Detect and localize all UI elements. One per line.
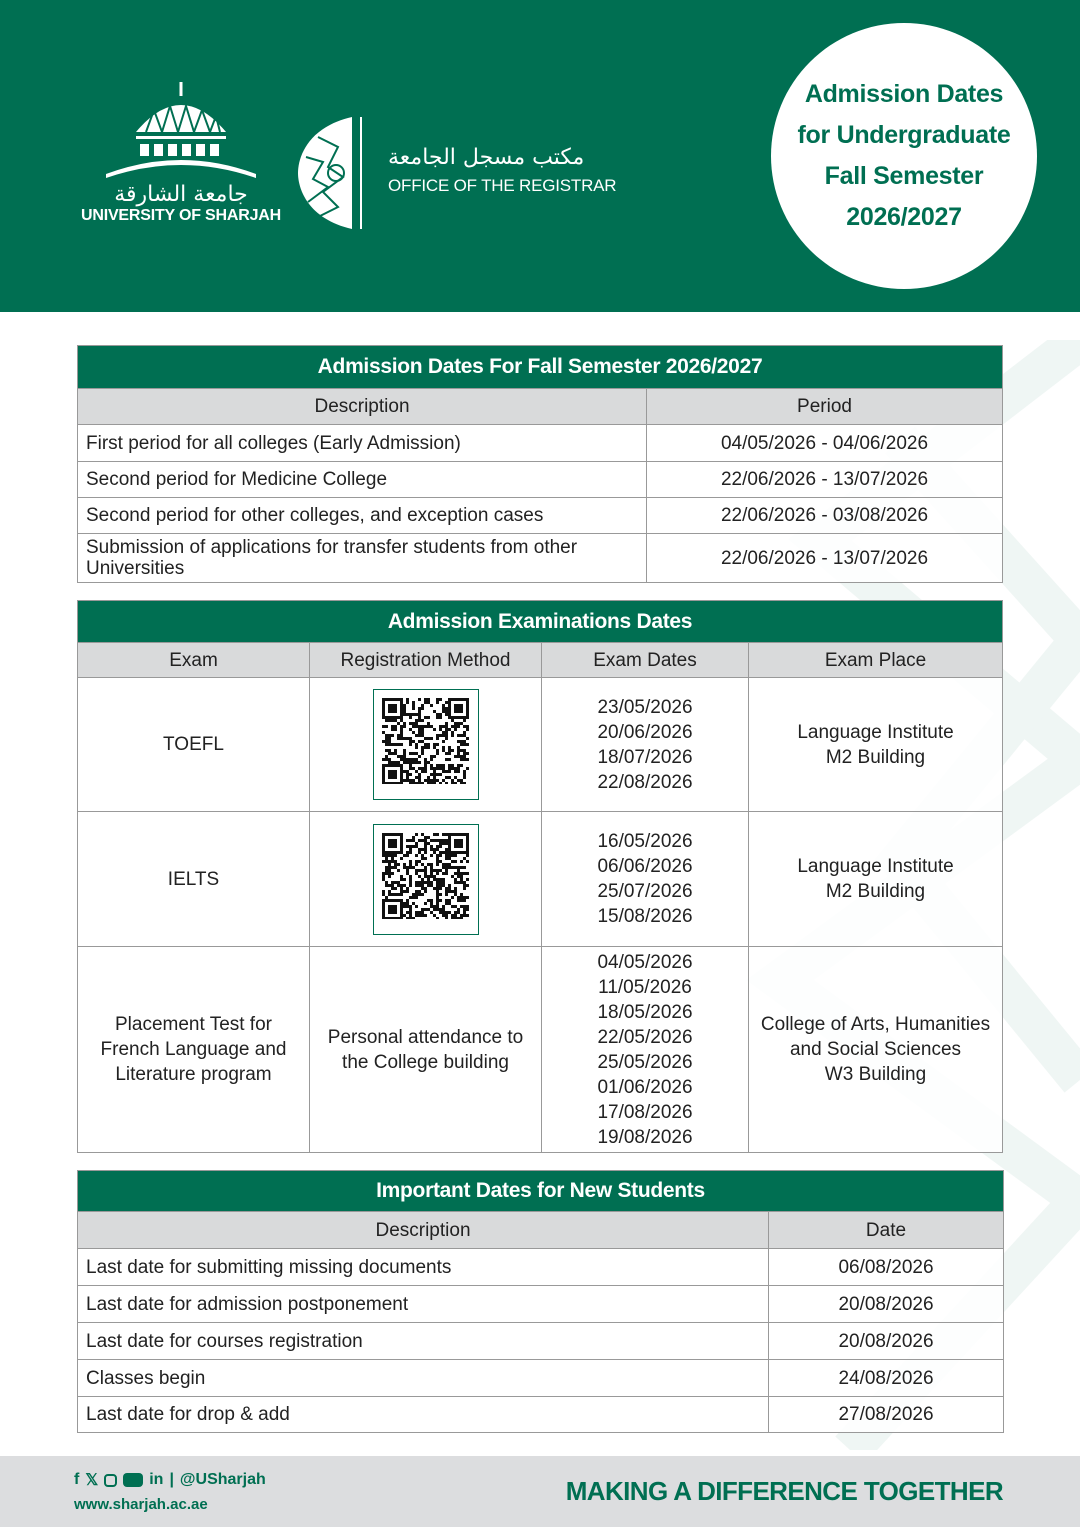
column-header: Date — [768, 1212, 1003, 1248]
divider — [360, 117, 362, 229]
description-cell: Last date for courses registration — [86, 1330, 363, 1352]
university-logo — [76, 80, 286, 225]
date-cell: 24/08/2026 — [768, 1360, 1003, 1396]
column-header: Exam Place — [748, 643, 1002, 677]
description-cell: First period for all colleges (Early Admission) — [86, 432, 461, 454]
description-cell: Second period for other colleges, and exception cases — [86, 505, 544, 526]
description-cell: Submission of applications for transfer students from other Universities — [86, 537, 578, 579]
period-cell: 22/06/2026 - 13/07/2026 — [646, 534, 1002, 582]
badge-line: 2026/2027 — [846, 203, 962, 231]
period-cell: 22/06/2026 - 03/08/2026 — [646, 498, 1002, 533]
exam-place-cell: Language Institute M2 Building — [748, 678, 1002, 811]
table-header — [78, 642, 1002, 677]
registrar-office — [388, 145, 616, 196]
qr-code-toefl[interactable] — [373, 689, 479, 800]
website-link[interactable]: www.sharjah.ac.ae — [74, 1496, 208, 1513]
description-cell: Last date for admission postponement — [86, 1293, 409, 1315]
table-row — [78, 946, 1002, 1152]
table-row — [78, 677, 1002, 811]
table-title: Admission Examinations Dates — [78, 601, 1002, 642]
social-links — [74, 1470, 266, 1490]
x-icon[interactable]: 𝕏 — [85, 1472, 99, 1489]
description-cell: Classes begin — [86, 1367, 206, 1389]
youtube-icon[interactable] — [123, 1473, 143, 1487]
exam-cell: Placement Test for French Language and Literature program — [100, 1014, 287, 1085]
exam-dates-cell: 04/05/2026 11/05/2026 18/05/2026 22/05/2026 25/05/2026 01/06/2026 17/08/2026 19/08/2026 — [541, 947, 748, 1152]
column-header: Description — [375, 1219, 471, 1241]
exam-dates-table — [77, 600, 1003, 1153]
table-row — [78, 1248, 1003, 1285]
admission-dates-table — [77, 345, 1003, 583]
instagram-icon[interactable] — [104, 1474, 117, 1487]
table-row — [78, 1359, 1003, 1396]
exam-dates-cell: 23/05/2026 20/06/2026 18/07/2026 22/08/2026 — [541, 678, 748, 811]
exam-place-cell: College of Arts, Humanities and Social Sciences W3 Building — [748, 947, 1002, 1152]
table-row — [78, 461, 1002, 497]
date-cell: 06/08/2026 — [768, 1249, 1003, 1285]
exam-dates-cell: 16/05/2026 06/06/2026 25/07/2026 15/08/2026 — [541, 812, 748, 946]
dome-icon — [106, 80, 256, 180]
table-row — [78, 1396, 1003, 1432]
slogan: MAKING A DIFFERENCE TOGETHER — [565, 1476, 1003, 1506]
table-row — [78, 1285, 1003, 1322]
university-name-arabic: جامعة الشارقة — [114, 182, 248, 207]
date-cell: 20/08/2026 — [768, 1286, 1003, 1322]
exam-place-cell: Language Institute M2 Building — [748, 812, 1002, 946]
date-cell: 27/08/2026 — [768, 1397, 1003, 1432]
description-cell: Second period for Medicine College — [86, 469, 388, 490]
period-cell: 22/06/2026 - 13/07/2026 — [646, 462, 1002, 497]
column-header: Exam — [169, 649, 218, 671]
badge-line: for Undergraduate — [797, 121, 1011, 149]
header — [0, 0, 1080, 312]
table-row — [78, 533, 1002, 582]
column-header: Registration Method — [309, 643, 541, 677]
exam-cell: IELTS — [167, 868, 220, 890]
table-title: Admission Dates For Fall Semester 2026/2027 — [78, 346, 1002, 388]
registration-method-cell: Personal attendance to the College building — [309, 947, 541, 1152]
date-cell: 20/08/2026 — [768, 1323, 1003, 1359]
exam-cell: TOEFL — [163, 734, 224, 755]
description-cell: Last date for drop & add — [86, 1404, 290, 1425]
table-title: Important Dates for New Students — [78, 1171, 1003, 1211]
description-cell: Last date for submitting missing documents — [86, 1256, 452, 1278]
footer — [0, 1456, 1080, 1527]
qr-code-ielts[interactable] — [373, 824, 479, 935]
table-row — [78, 811, 1002, 946]
university-name: UNIVERSITY OF SHARJAH — [81, 207, 281, 224]
table-header — [78, 1211, 1003, 1248]
important-dates-table — [77, 1170, 1004, 1433]
period-cell: 04/05/2026 - 04/06/2026 — [646, 425, 1002, 461]
table-row — [78, 424, 1002, 461]
table-row — [78, 497, 1002, 533]
column-header: Exam Dates — [541, 643, 748, 677]
office-name: OFFICE OF THE REGISTRAR — [388, 176, 617, 195]
linkedin-icon[interactable]: in — [149, 1471, 164, 1488]
facebook-icon[interactable]: f — [74, 1471, 80, 1488]
table-row — [78, 1322, 1003, 1359]
table-header — [78, 388, 1002, 424]
badge-line: Admission Dates — [804, 80, 1004, 108]
separator: | — [169, 1471, 174, 1488]
geometric-pattern-icon — [298, 117, 352, 229]
badge-line: Fall Semester — [824, 162, 984, 190]
column-header: Description — [314, 396, 410, 417]
office-name-arabic: مكتب مسجل الجامعة — [388, 145, 585, 170]
title-badge — [771, 23, 1037, 289]
social-handle[interactable]: @USharjah — [179, 1471, 266, 1488]
column-header: Period — [646, 389, 1002, 424]
